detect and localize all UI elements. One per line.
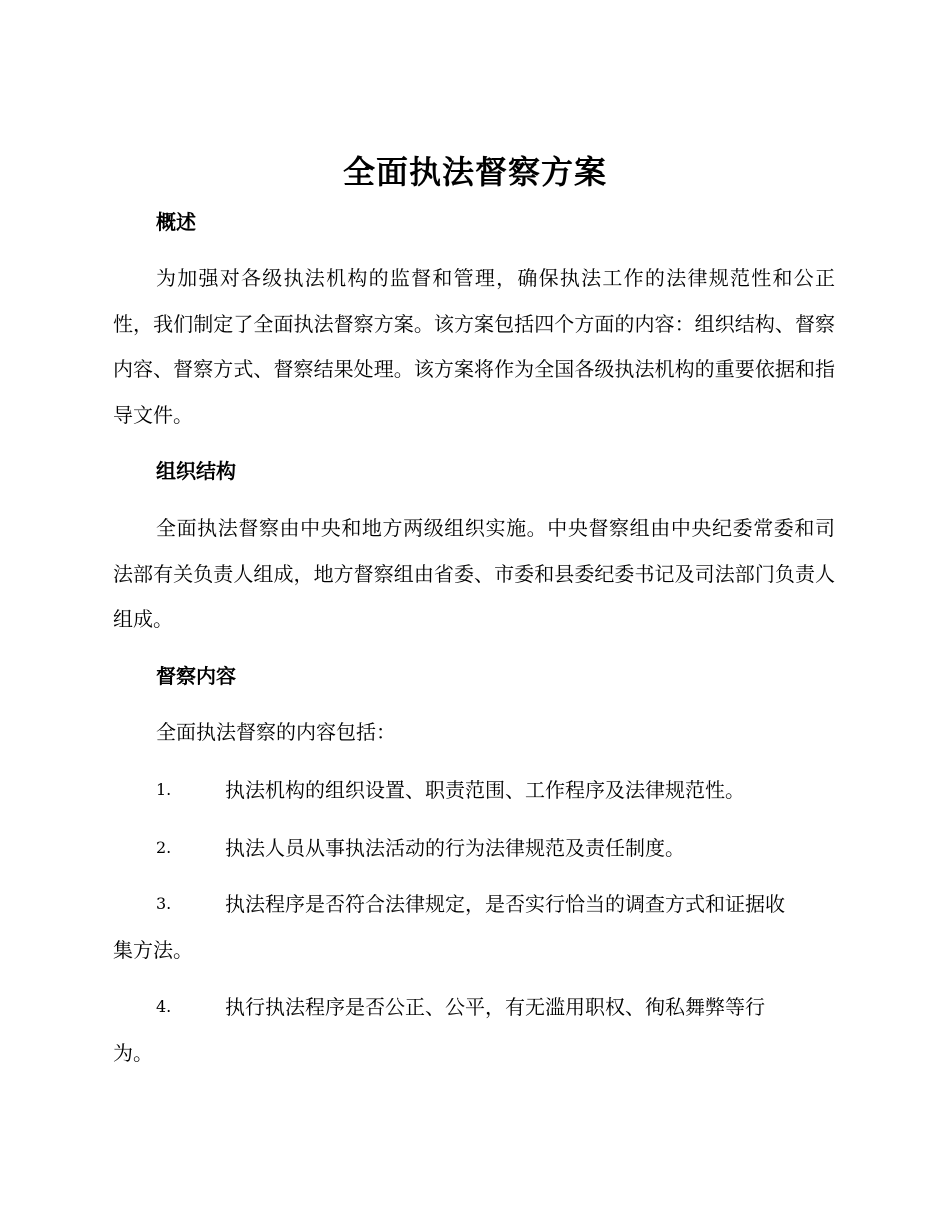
section-paragraph-organization: 全面执法督察由中央和地方两级组织实施。中央督察组由中央纪委常委和司法部有关负责人组成，地方督察组由省委、市委和县委纪委书记及司法部门负责人组成。 (113, 516, 835, 631)
section-heading-content: 督察内容 (156, 664, 236, 688)
list-item (113, 767, 835, 813)
section-paragraph-overview: 为加强对各级执法机构的监督和管理，确保执法工作的法律规范性和公正性，我们制定了全面执法督察方案。该方案包括四个方面的内容：组织结构、督察内容、督察方式、督察结果处理。该方案将作为全国各级执法机构的重要依据和指导文件。 (113, 266, 835, 427)
list-item-number: 3. (156, 894, 172, 913)
list-item (113, 825, 835, 871)
list-item (113, 984, 835, 1076)
content-intro: 全面执法督察的内容包括： (156, 720, 396, 744)
list-item-text-line2: 集方法。 (113, 938, 193, 962)
list-item (113, 881, 835, 973)
document-title: 全面执法督察方案 (342, 153, 607, 191)
list-item-text-line1: 执行执法程序是否公正、公平，有无滥用职权、徇私舞弊等行 (225, 995, 765, 1019)
list-item-text-line1: 执法程序是否符合法律规定，是否实行恰当的调查方式和证据收 (225, 892, 785, 916)
list-item-number: 1. (156, 780, 172, 799)
list-item-text-line2: 为。 (113, 1041, 153, 1065)
list-item-number: 4. (156, 997, 172, 1016)
list-item-number: 2. (156, 838, 172, 857)
list-item-text: 执法机构的组织设置、职责范围、工作程序及法律规范性。 (225, 778, 745, 802)
list-item-text: 执法人员从事执法活动的行为法律规范及责任制度。 (225, 836, 685, 860)
section-heading-organization: 组织结构 (156, 459, 236, 483)
section-heading-overview: 概述 (156, 210, 196, 234)
